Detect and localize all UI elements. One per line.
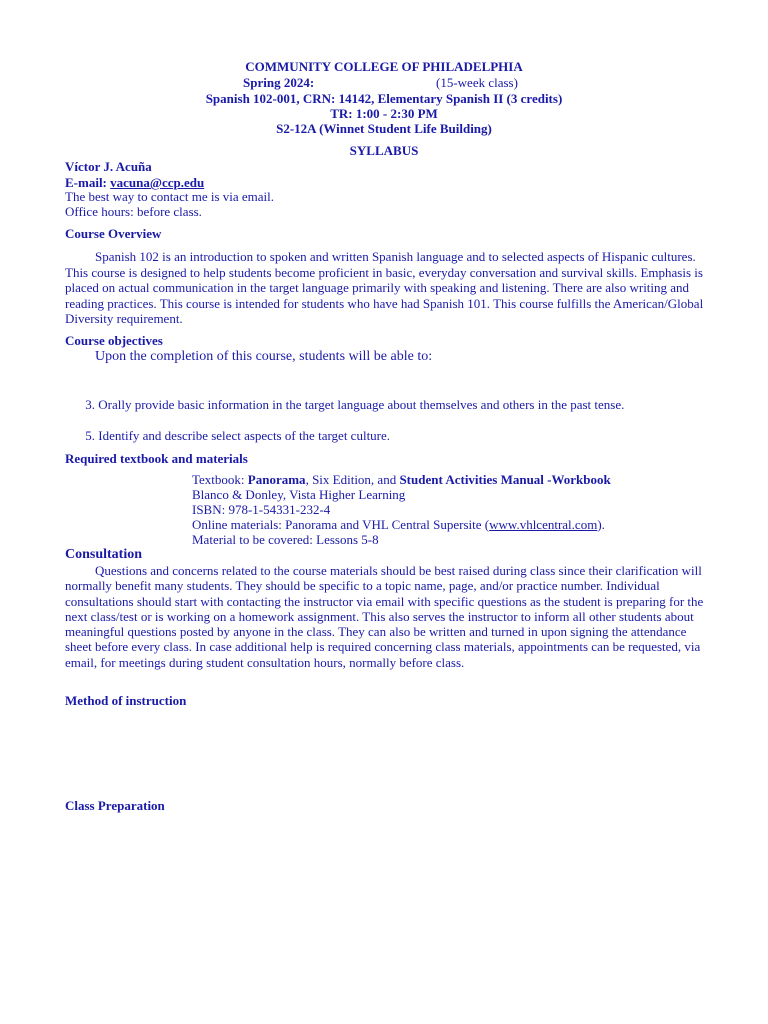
textbook-mid: , Six Edition, and xyxy=(305,472,400,487)
term-note: (15-week class) xyxy=(436,75,518,90)
instructor-name: Víctor J. Acuña xyxy=(65,159,152,174)
class-room: S2-12A (Winnet Student Life Building) xyxy=(276,121,492,136)
objectives-heading: Course objectives xyxy=(65,333,163,348)
objective-item xyxy=(65,428,390,443)
textbook-publisher: Blanco & Donley, Vista Higher Learning xyxy=(192,487,406,502)
email-label: E-mail: xyxy=(65,175,107,190)
overview-text xyxy=(65,249,705,327)
material-covered: Material to be covered: Lessons 5-8 xyxy=(192,532,379,547)
email-link[interactable]: vacuna@ccp.edu xyxy=(110,175,205,190)
consultation-heading: Consultation xyxy=(65,547,143,562)
overview-body: Spanish 102 is an introduction to spoken and written Spanish language and to selected aspects of Hispanic cultures. This course is designed to help students become proficient in basic, everyday conversation and survival skills. Emphasis is placed on actual communication in the target language primarily with speaking and listening. There are also writing and reading practices. This course is intended for students who have had Spanish 101. This course fulfills the American/Global Diversity requirement. xyxy=(65,249,704,326)
textbook-heading: Required textbook and materials xyxy=(65,451,248,466)
objective-item xyxy=(65,397,624,412)
textbook-line xyxy=(192,472,611,487)
college-name: COMMUNITY COLLEGE OF PHILADELPHIA xyxy=(245,59,523,74)
objective-number: 5. xyxy=(85,428,95,443)
term: Spring 2024: xyxy=(243,75,315,90)
consultation-text xyxy=(65,563,705,670)
objective-text: Orally provide basic information in the target language about themselves and others in the past tense. xyxy=(98,397,625,412)
office-hours: Office hours: before class. xyxy=(65,204,202,219)
preparation-heading: Class Preparation xyxy=(65,798,165,813)
document-title: SYLLABUS xyxy=(349,143,419,158)
textbook-isbn: ISBN: 978-1-54331-232-4 xyxy=(192,502,331,517)
online-suffix: ). xyxy=(597,517,605,532)
course-title: Spanish 102-001, CRN: 14142, Elementary Spanish II (3 credits) xyxy=(205,91,563,106)
online-prefix: Online materials: Panorama and VHL Central Supersite ( xyxy=(192,517,490,532)
objective-number: 3. xyxy=(85,397,95,412)
workbook-title: Student Activities Manual -Workbook xyxy=(399,472,611,487)
class-schedule: TR: 1:00 - 2:30 PM xyxy=(330,106,438,121)
textbook-prefix: Textbook: xyxy=(192,472,248,487)
vhlcentral-link[interactable]: www.vhlcentral.com xyxy=(489,517,598,532)
online-materials xyxy=(192,517,605,532)
consultation-body: Questions and concerns related to the course materials should be best raised during class since their clarification will normally benefit many students. They should be specific to a topic name, page, and/or practice number. Individual consultations should start with contacting the instructor via email with specific questions as the student is preparing for the next class/test or is working on a homework assignment. This also serves the instructor to inform all other students about meaningful questions posted by anyone in the class. They can also be written and turned in upon signing the attendance sheet before every class. In case additional help is required concerning class materials, appointments can be requested, via email, for meetings during student consultation hours, normally before class. xyxy=(65,563,704,670)
objectives-intro: Upon the completion of this course, students will be able to: xyxy=(95,349,433,364)
textbook-title: Panorama xyxy=(247,472,306,487)
email-line xyxy=(65,175,204,190)
overview-heading: Course Overview xyxy=(65,226,162,241)
method-heading: Method of instruction xyxy=(65,693,187,708)
contact-note: The best way to contact me is via email. xyxy=(65,189,275,204)
objective-text: Identify and describe select aspects of the target culture. xyxy=(98,428,391,443)
